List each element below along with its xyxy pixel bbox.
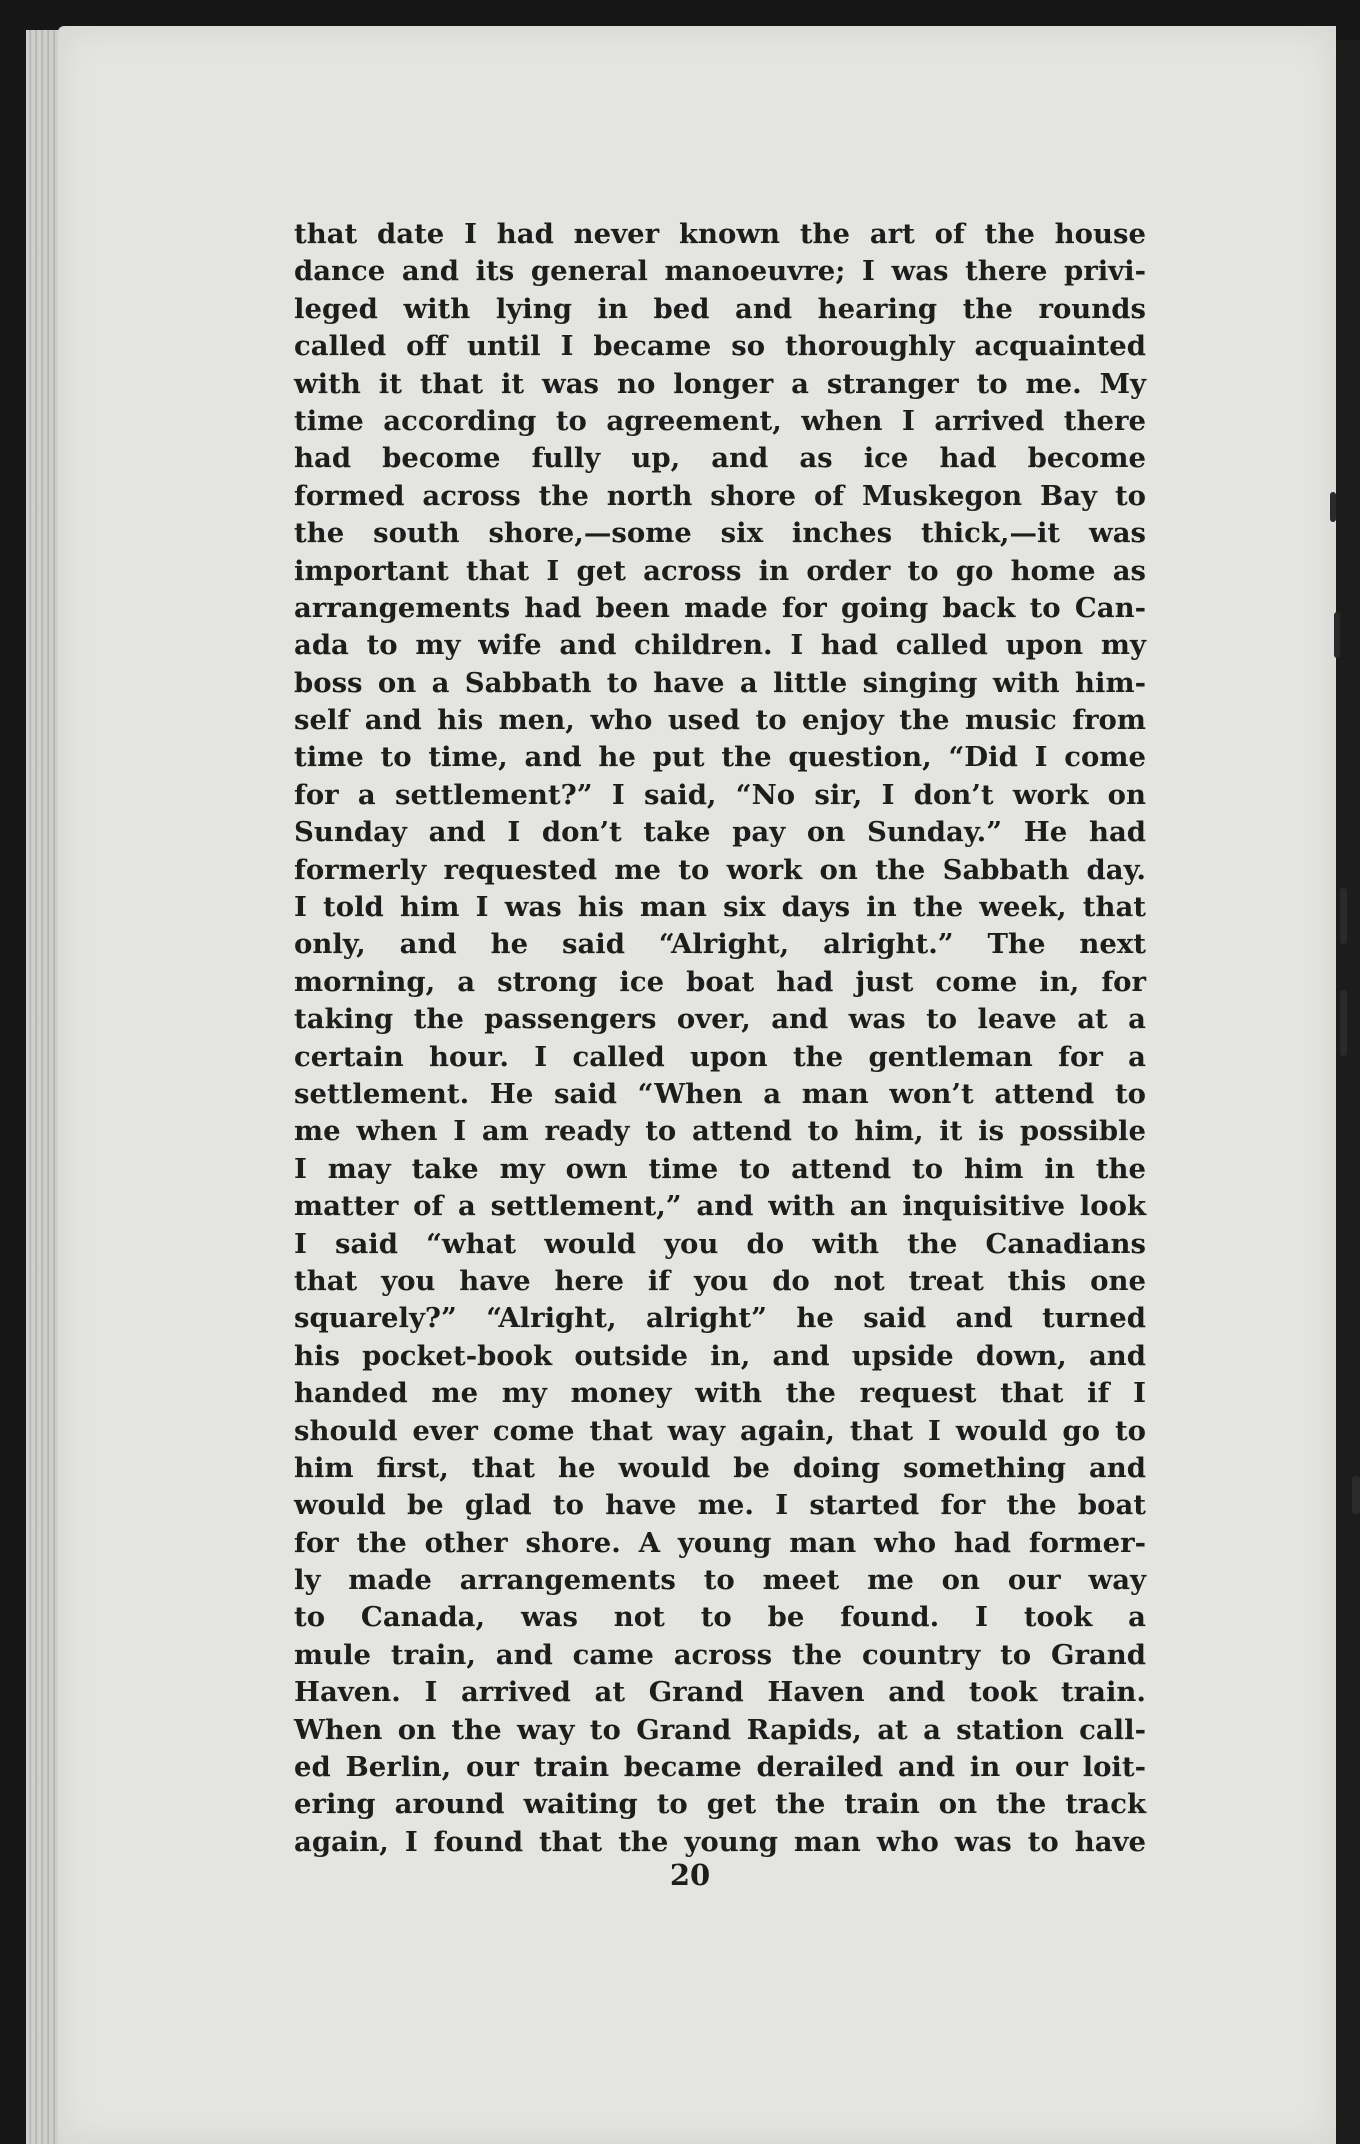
text-line: certain hour. I called upon the gentleman for a — [294, 1040, 1146, 1073]
text-line: ering around waiting to get the train on the track — [294, 1788, 1146, 1821]
text-line: formed across the north shore of Muskegon Bay to — [294, 479, 1146, 512]
scan-right-edge — [1336, 40, 1360, 2144]
text-line: Haven. I arrived at Grand Haven and took train. — [294, 1676, 1146, 1709]
text-line: I may take my own time to attend to him in the — [294, 1152, 1146, 1185]
text-line: that you have here if you do not treat this one — [294, 1264, 1146, 1297]
margin-mark — [1340, 990, 1347, 1056]
text-line: formerly requested me to work on the Sabbath day. — [294, 853, 1146, 886]
text-line: me when I am ready to attend to him, it is possible — [294, 1115, 1146, 1148]
text-line: self and his men, who used to enjoy the music from — [294, 704, 1146, 737]
text-line: again, I found that the young man who was to have — [294, 1825, 1146, 1858]
text-line: leged with lying in bed and hearing the rounds — [294, 292, 1146, 325]
text-line: time to time, and he put the question, “Did I come — [294, 741, 1146, 774]
text-line: should ever come that way again, that I would go to — [294, 1414, 1146, 1447]
text-line: only, and he said “Alright, alright.” The next — [294, 928, 1146, 961]
text-line: him first, that he would be doing something and — [294, 1451, 1146, 1484]
margin-mark — [1352, 1476, 1360, 1514]
text-line: dance and its general manoeuvre; I was there privi- — [294, 255, 1146, 288]
body-text — [294, 216, 1146, 1861]
text-line: would be glad to have me. I started for the boat — [294, 1489, 1146, 1522]
text-line: settlement. He said “When a man won’t attend to — [294, 1077, 1146, 1110]
text-line: squarely?” “Alright, alright” he said and turned — [294, 1302, 1146, 1335]
text-line: had become fully up, and as ice had become — [294, 442, 1146, 475]
text-line: important that I get across in order to go home as — [294, 554, 1146, 587]
text-line: I told him I was his man six days in the week, that — [294, 891, 1146, 924]
text-line: time according to agreement, when I arrived there — [294, 404, 1146, 437]
text-line: his pocket-book outside in, and upside down, and — [294, 1339, 1146, 1372]
text-line: ed Berlin, our train became derailed and in our loit- — [294, 1751, 1146, 1784]
text-line: ly made arrangements to meet me on our way — [294, 1564, 1146, 1597]
text-line: mule train, and came across the country to Grand — [294, 1638, 1146, 1671]
text-line: for a settlement?” I said, “No sir, I don’t work on — [294, 778, 1146, 811]
text-line: the south shore,—some six inches thick,—it was — [294, 517, 1146, 550]
text-line: with it that it was no longer a stranger to me. My — [294, 367, 1146, 400]
text-line: handed me my money with the request that if I — [294, 1377, 1146, 1410]
page-number: 20 — [669, 1858, 711, 1892]
text-line: I said “what would you do with the Canadians — [294, 1227, 1146, 1260]
text-line: boss on a Sabbath to have a little singing with him- — [294, 666, 1146, 699]
text-line: taking the passengers over, and was to leave at a — [294, 1003, 1146, 1036]
text-line: that date I had never known the art of the house — [294, 218, 1146, 250]
text-line: morning, a strong ice boat had just come in, for — [294, 965, 1146, 998]
text-line: called off until I became so thoroughly acquainted — [294, 330, 1146, 363]
text-line: arrangements had been made for going back to Can- — [294, 591, 1146, 624]
text-line: ada to my wife and children. I had called upon my — [294, 629, 1146, 662]
text-line: Sunday and I don’t take pay on Sunday.” He had — [294, 816, 1146, 849]
text-line: for the other shore. A young man who had former- — [294, 1526, 1146, 1559]
margin-mark — [1330, 492, 1336, 522]
text-line: matter of a settlement,” and with an inquisitive look — [294, 1190, 1146, 1223]
text-line: When on the way to Grand Rapids, at a station call- — [294, 1713, 1146, 1746]
text-line: to Canada, was not to be found. I took a — [294, 1601, 1146, 1634]
margin-mark — [1340, 888, 1347, 944]
margin-mark — [1334, 612, 1340, 658]
